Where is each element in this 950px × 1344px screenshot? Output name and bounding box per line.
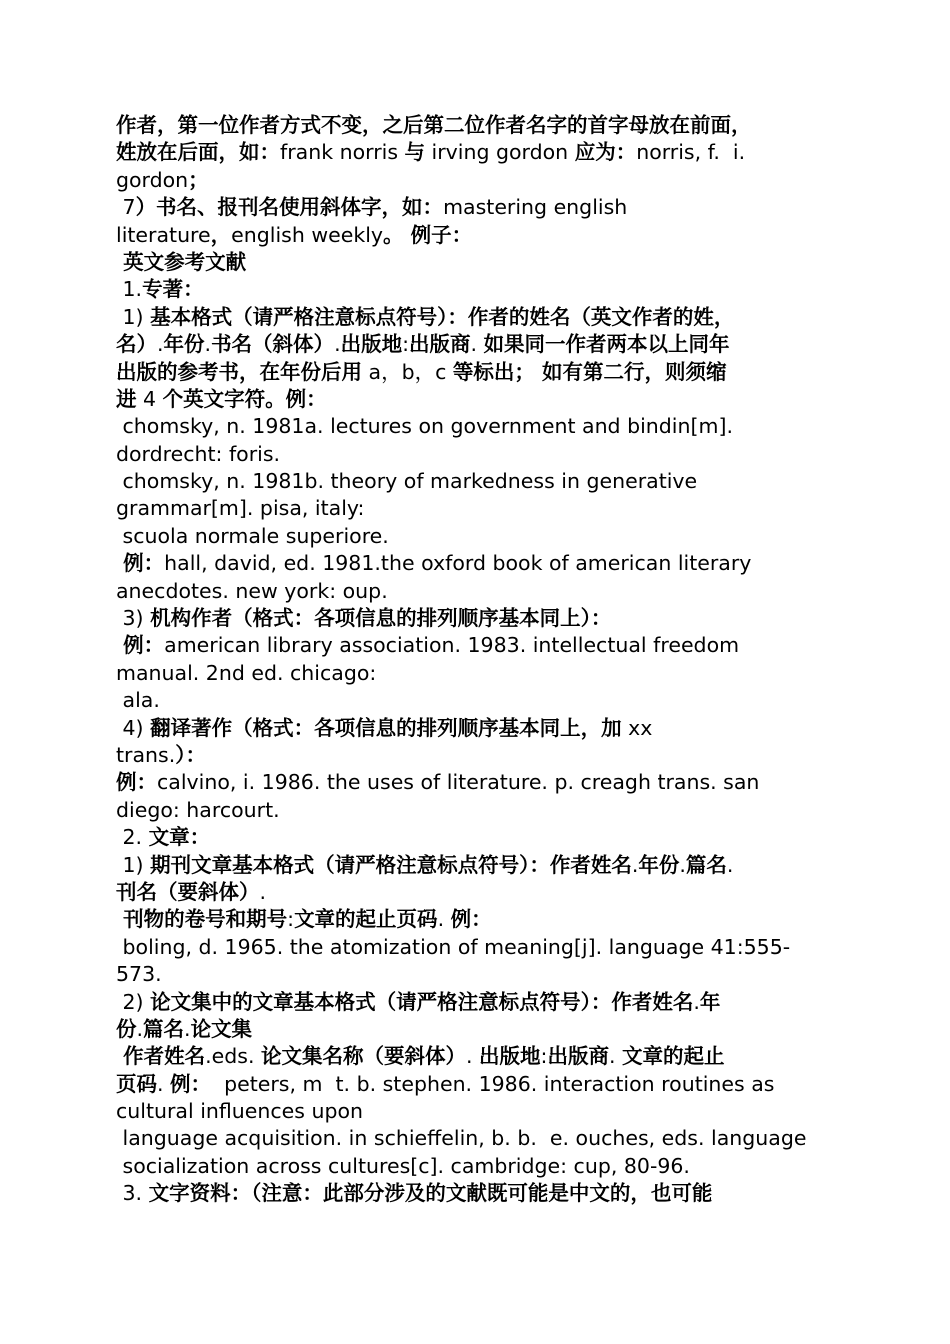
bold-text-run: 例： [170, 1071, 212, 1096]
bold-text-run: 出版商 [547, 1044, 609, 1069]
text-line [116, 605, 846, 632]
text-line [116, 797, 846, 824]
bold-text-run: ， [210, 222, 232, 247]
text-run: diego: harcourt. [116, 797, 280, 822]
text-line [116, 879, 846, 906]
bold-text-run: 期刊文章基本格式（请严格注意标点符号）：作者姓名 [150, 852, 632, 877]
bold-text-run: 例： [116, 633, 165, 658]
bold-text-run: 名） [116, 332, 157, 357]
text-run: . [259, 879, 267, 904]
bold-text-run: 例： [450, 907, 492, 932]
text-line [116, 660, 846, 687]
bold-text-run: 论文集中的文章基本格式（请严格注意标点符号）：作者姓名 [150, 989, 694, 1014]
text-run: . [608, 1044, 623, 1069]
text-run: chomsky, n. 1981b. theory of markedness in generative [116, 469, 698, 494]
text-line [116, 934, 846, 961]
bold-text-run: 机构作者（格式：各项信息的排列顺序基本同上）： [150, 606, 612, 631]
text-run: anecdotes. new york: oup. [116, 578, 388, 603]
text-run: english weekly [231, 222, 384, 247]
text-line [116, 1016, 846, 1043]
bold-text-run: 应为： [574, 140, 637, 165]
text-run: american library association. 1983. intellectual freedom [164, 633, 740, 658]
text-line [116, 1071, 846, 1098]
bold-text-run: 基本格式（请严格注意标点符号）：作者的姓名（英文作者的姓， [150, 304, 735, 329]
text-line [116, 1153, 846, 1180]
text-line [116, 468, 846, 495]
text-run: . [466, 1044, 480, 1069]
bold-text-run: ）书名、报刊名使用斜体字，如： [135, 195, 444, 220]
text-line [116, 359, 846, 386]
text-run: 7 [116, 195, 136, 220]
bold-text-run: 个英文字符。例： [162, 386, 327, 411]
bold-text-run: 与 [404, 140, 426, 165]
text-run: language acquisition. in schieffelin, b. b. e. ouches, eds. language [116, 1126, 807, 1151]
bold-text-run: 出版的参考书，在年份后用 [116, 359, 362, 384]
text-run: 1. [116, 277, 143, 302]
bold-text-run: 年份 [638, 852, 680, 877]
bold-text-run: 文字资料：（注意：此部分涉及的文献既可能是中文的，也可能 [148, 1181, 713, 1206]
bold-text-run: ）： [175, 742, 206, 767]
text-run: 2. [116, 825, 149, 850]
text-run: . [157, 1071, 171, 1096]
text-run: : [402, 332, 410, 357]
bold-text-run: 出版地 [340, 332, 403, 357]
text-line [116, 441, 846, 468]
text-run: 4) [116, 715, 151, 740]
text-run: irving gordon [425, 140, 575, 165]
text-line [116, 1180, 846, 1207]
text-line [116, 495, 846, 522]
text-line [116, 906, 846, 933]
bold-text-run: 等标出； 如有第二行，则须缩 [452, 359, 727, 384]
text-run: norris, f. i. [636, 140, 746, 165]
bold-text-run: 文章： [148, 825, 211, 850]
text-run: 1) [116, 852, 151, 877]
text-run: dordrecht: foris. [116, 441, 281, 466]
text-line [116, 112, 846, 139]
bold-text-run: 文章的起止 [622, 1044, 725, 1069]
text-run: .eds. [205, 1044, 261, 1069]
text-run: hall, david, ed. 1981.the oxford book of american literary [164, 551, 752, 576]
text-run: gordon [116, 167, 189, 192]
text-line [116, 523, 846, 550]
text-line [116, 167, 846, 194]
text-run: : [287, 907, 295, 932]
text-run: . [679, 852, 686, 877]
text-line [116, 1098, 846, 1125]
text-run: . [334, 332, 341, 357]
bold-text-run: 论文集名称（要斜体） [261, 1044, 466, 1069]
text-run: . [136, 1016, 144, 1041]
text-run: boling, d. 1965. the atomization of meaning[j]. language 41:555- [116, 934, 791, 959]
text-run: ala. [116, 688, 160, 713]
bold-text-run: 例： [116, 770, 157, 795]
text-run: . [157, 332, 164, 357]
text-run: literature [116, 222, 211, 247]
bold-text-run: 出版商 [409, 332, 471, 357]
text-line [116, 139, 846, 166]
text-line [116, 989, 846, 1016]
text-line [116, 331, 846, 358]
text-line [116, 413, 846, 440]
bold-text-run: 页码 [116, 1071, 157, 1096]
text-run: . [726, 852, 734, 877]
text-line [116, 824, 846, 851]
text-line [116, 386, 846, 413]
bold-text-run: 篇名 [143, 1016, 185, 1041]
text-line [116, 687, 846, 714]
text-run: 2) [116, 989, 151, 1014]
bold-text-run: 文章的起止页码 [294, 907, 438, 932]
text-run: socialization across cultures[c]. cambridge: cup, 80-96. [116, 1153, 690, 1178]
text-run: . [631, 852, 639, 877]
bold-text-run: 翻译著作（格式：各项信息的排列顺序基本同上，加 [150, 715, 622, 740]
text-run: scuola normale superiore. [116, 523, 389, 548]
text-line [116, 1125, 846, 1152]
bold-text-run: ； [188, 167, 209, 192]
text-line [116, 276, 846, 303]
text-run: 3) [116, 606, 151, 631]
text-run: chomsky, n. 1981a. lectures on government and bindin[m]. [116, 414, 733, 439]
bold-text-run: 篇名 [685, 852, 727, 877]
text-run: 4 [136, 386, 163, 411]
bold-text-run: 出版地 [479, 1044, 541, 1069]
text-run: : [540, 1044, 548, 1069]
bold-text-run: 份 [116, 1016, 137, 1041]
text-run: grammar[m]. pisa, italy: [116, 496, 365, 521]
text-run: . [437, 907, 451, 932]
text-line [116, 550, 846, 577]
text-run: a，b，c [362, 359, 453, 384]
text-run: xx [621, 715, 653, 740]
bold-text-run: 年 [699, 989, 721, 1014]
text-line [116, 249, 846, 276]
text-line [116, 852, 846, 879]
bold-text-run: 作者姓名 [116, 1044, 206, 1069]
text-line [116, 961, 846, 988]
text-run: trans. [116, 742, 176, 767]
text-line [116, 304, 846, 331]
text-run: mastering english [443, 195, 628, 220]
text-run: peters, m t. b. stephen. 1986. interaction routines as [211, 1071, 775, 1096]
bold-text-run: 专著： [142, 277, 204, 302]
bold-text-run: 年份 [163, 332, 205, 357]
document-body [116, 112, 846, 1208]
text-run: 573. [116, 962, 162, 987]
text-run: cultural influences upon [116, 1099, 364, 1124]
text-run: . [204, 332, 212, 357]
bold-text-run: 论文集 [190, 1016, 253, 1041]
text-run: manual. 2nd ed. chicago: [116, 660, 377, 685]
text-line [116, 1043, 846, 1070]
text-line [116, 194, 846, 221]
text-run: . [693, 989, 700, 1014]
bold-text-run: 例： [116, 551, 165, 576]
text-line [116, 715, 846, 742]
text-run: 1) [116, 304, 151, 329]
bold-text-run: 英文参考文献 [116, 249, 247, 274]
bold-text-run: 进 [116, 386, 137, 411]
bold-text-run: 。 例子： [383, 222, 473, 247]
text-run: frank norris [280, 140, 405, 165]
text-run: calvino, i. 1986. the uses of literature. p. creagh trans. san [157, 770, 760, 795]
bold-text-run: 如果同一作者两本以上同年 [483, 332, 730, 357]
text-line [116, 632, 846, 659]
text-run: . [470, 332, 484, 357]
bold-text-run: 刊名（要斜体） [116, 879, 260, 904]
text-line [116, 222, 846, 249]
text-line [116, 742, 846, 769]
text-line [116, 769, 846, 796]
bold-text-run: 作者，第一位作者方式不变，之后第二位作者名字的首字母放在前面， [116, 113, 752, 137]
bold-text-run: 刊物的卷号和期号 [116, 907, 288, 932]
text-run: . [184, 1016, 191, 1041]
bold-text-run: 姓放在后面，如： [116, 140, 280, 165]
text-line [116, 578, 846, 605]
text-run: 3. [116, 1181, 149, 1206]
bold-text-run: 书名（斜体） [211, 332, 335, 357]
